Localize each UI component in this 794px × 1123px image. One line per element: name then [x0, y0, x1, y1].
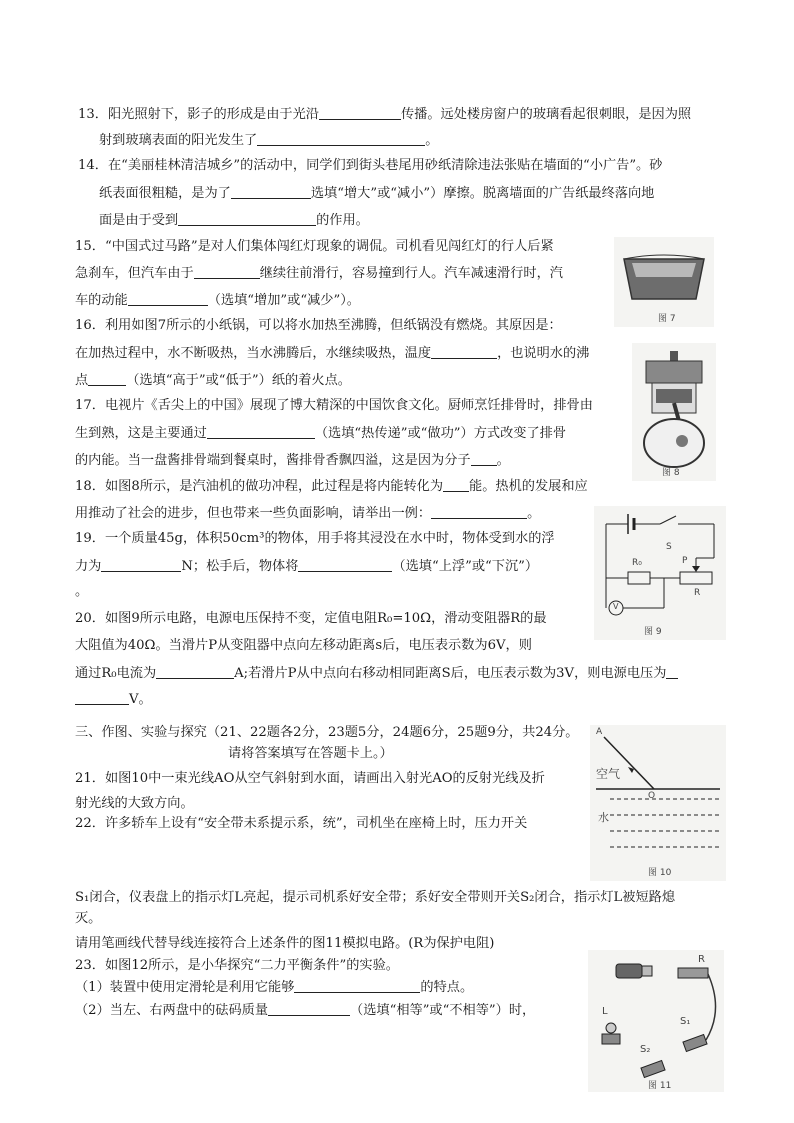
q20-text-e: V。	[129, 692, 152, 707]
q19-line1	[75, 530, 555, 548]
q17-text-a: 17．电视片《舌尖上的中国》展现了博大精深的中国饮食文化。厨师烹饪排骨时，排骨由	[75, 398, 593, 413]
q21-text-a: 21．如图10中一束光线AO从空气斜射到水面，请画出入射光AO的反射光线及折	[75, 771, 545, 786]
q15-line1	[75, 238, 554, 256]
q15-line3	[75, 291, 360, 310]
q14-blank-2	[178, 211, 316, 226]
q23-line1	[75, 957, 399, 975]
q17-blank-2	[471, 451, 497, 466]
q17-text-d: 的内能。当一盘酱排骨端到餐桌时，酱排骨香飘四溢，这是因为分子	[75, 453, 471, 468]
q14-text-b: 纸表面很粗糙，是为了	[99, 186, 231, 201]
q20-blank-1	[156, 664, 234, 679]
figure-9-label-p: P	[682, 556, 688, 566]
q15-text-d: 车的动能	[75, 293, 128, 308]
circuit-components-illustration	[588, 950, 724, 1092]
section3-title	[75, 724, 579, 742]
q18-text-a: 18．如图8所示，是汽油机的做功冲程，此过程是将内能转化为	[75, 479, 444, 494]
q22-text-a: 22．许多轿车上设有“安全带未系提示系，统”，司机坐在座椅上时，压力开关	[75, 816, 528, 831]
figure-10-caption: 图 10	[648, 868, 672, 878]
q15-blank-2	[128, 291, 208, 306]
figure-9-label-r: R	[694, 588, 701, 598]
q16-text-a: 16．利用如图7所示的小纸锅，可以将水加热至沸腾，但纸锅没有燃烧。其原因是：	[75, 318, 562, 333]
q14-blank-1	[231, 184, 311, 199]
q18-text-b: 能。热机的发展和应	[469, 479, 588, 494]
section3-note-text: 请将答案填写在答题卡上。）	[228, 746, 393, 761]
figure-7-caption: 图 7	[658, 314, 676, 324]
q17-blank-1	[207, 424, 315, 439]
q19-line3	[75, 583, 88, 601]
q19-blank-2	[298, 557, 392, 572]
q23-text-a: 23．如图12所示，是小华探究“二力平衡条件”的实验。	[75, 958, 399, 973]
q17-text-b: 生到熟，这是主要通过	[75, 426, 207, 441]
q19-blank-1	[101, 557, 181, 572]
q22-text-c: 灭。	[75, 911, 102, 926]
q22-text-d: 请用笔画线代替导线连接符合上述条件的图11模拟电路。(R为保护电阻)	[75, 936, 495, 951]
q19-text-d: （选填“上浮”或“下沉”）	[392, 559, 539, 574]
q18-text-c: 用推动了社会的进步，但也带来一些负面影响，请举出一例：	[75, 506, 432, 521]
q18-blank-1	[443, 477, 469, 492]
q21-line2	[75, 795, 194, 813]
figure-9-caption: 图 9	[644, 627, 662, 637]
q20-line1	[75, 610, 547, 628]
circuit-diagram	[594, 506, 726, 640]
q14-line2	[99, 184, 654, 203]
q20-line4	[75, 690, 152, 709]
q16-blank-2	[88, 371, 126, 386]
q13-text-c: 射到玻璃表面的阳光发生了	[99, 133, 258, 148]
q23-blank-2	[268, 1001, 350, 1016]
figure-11	[588, 950, 724, 1092]
q16-line1	[75, 317, 562, 335]
figure-10	[590, 725, 726, 881]
q18-text-d: 。	[527, 506, 541, 521]
q13-line1	[78, 105, 691, 124]
q23-text-c: 的特点。	[420, 980, 474, 995]
q23-line3	[75, 1001, 535, 1020]
gasoline-engine-illustration	[632, 343, 716, 481]
q14-text-d: 面是由于受到	[99, 213, 179, 228]
light-ray-diagram	[590, 725, 726, 881]
q13-text-d: 。	[425, 133, 439, 148]
figure-8	[632, 343, 716, 481]
q20-blank-3	[75, 690, 129, 705]
figure-11-label-s2: S₂	[640, 1044, 651, 1055]
q18-line1	[75, 477, 588, 496]
q14-text-a: 14．在“美丽桂林清洁城乡”的活动中，同学们到街头巷尾用砂纸清除违法张贴在墙面的“小广告”。砂	[78, 158, 663, 173]
q16-blank-1	[431, 344, 497, 359]
q23-blank-1	[294, 978, 420, 993]
q22-line2	[75, 889, 675, 907]
q17-line2	[75, 424, 566, 443]
section3-title-text: 三、作图、实验与探究（21、22题各2分，23题5分，24题6分，25题9分，共24分。	[75, 725, 579, 740]
q16-text-b: 在加热过程中，水不断吸热，当水沸腾后，水继续吸热，温度	[75, 346, 432, 361]
section3-note	[228, 745, 393, 763]
q19-text-a: 19．一个质量45g，体积50cm³的物体，用手将其浸没在水中时，物体受到水的浮	[75, 531, 555, 546]
q16-text-c: ，也说明水的沸	[497, 346, 590, 361]
q15-line2	[75, 264, 563, 283]
q20-blank-2	[666, 664, 678, 679]
q19-line2	[75, 557, 538, 576]
q21-text-b: 射光线的大致方向。	[75, 796, 194, 811]
q22-line1	[75, 815, 527, 833]
figure-11-caption: 图 11	[648, 1081, 672, 1091]
q17-text-c: （选填“热传递”或“做功”）方式改变了排骨	[314, 426, 567, 441]
q23-line2	[75, 978, 473, 997]
q20-text-a: 20．如图9所示电路，电源电压保持不变，定值电阻R₀=10Ω，滑动变阻器R的最	[75, 611, 547, 626]
q23-text-d: （2）当左、右两盘中的砝码质量	[75, 1003, 269, 1018]
q16-line2	[75, 344, 589, 363]
figure-10-label-air: 空气	[596, 767, 621, 781]
figure-9-label-r0: R₀	[632, 558, 642, 568]
figure-10-label-water: 水	[598, 811, 609, 824]
q20-text-d: A;若滑片P从中点向右移动相同距离S后，电压表示数为3V，则电源电压为	[234, 666, 667, 681]
q14-line1	[78, 157, 662, 175]
q17-line3	[75, 451, 510, 470]
q15-text-b: 急刹车，但汽车由于	[75, 266, 194, 281]
q23-text-e: （选填“相等”或“不相等”）时，	[350, 1003, 536, 1018]
q13-text-a: 13．阳光照射下，影子的形成是由于光沿	[78, 107, 319, 122]
q19-text-e: 。	[75, 584, 89, 599]
q19-text-b: 力为	[75, 559, 102, 574]
figure-11-label-l: L	[602, 1006, 608, 1017]
q20-text-b: 大阻值为40Ω。当滑片P从变阻器中点向左移动距离s后，电压表示数为6V，则	[75, 638, 532, 653]
q16-text-d: 点	[75, 373, 89, 388]
q20-text-c: 通过R₀电流为	[75, 666, 157, 681]
q21-line1	[75, 770, 545, 788]
q17-text-e: 。	[496, 453, 510, 468]
q13-line2	[99, 131, 438, 150]
q15-text-a: 15．“中国式过马路”是对人们集体闯红灯现象的调侃。司机看见闯红灯的行人后紧	[75, 239, 554, 254]
q20-line2	[75, 637, 532, 655]
q18-line2	[75, 504, 540, 523]
q18-blank-2	[431, 504, 527, 519]
q15-blank-1	[194, 264, 260, 279]
q22-line3	[75, 910, 101, 928]
q16-line3	[75, 371, 351, 390]
q13-text-b: 传播。远处楼房窗户的玻璃看起很刺眼，是因为照	[400, 107, 692, 122]
figure-9-label-v: V	[613, 602, 619, 611]
figure-10-label-a: A	[596, 727, 603, 737]
figure-9	[594, 506, 726, 640]
q14-text-c: 选填“增大”或“减小”）摩擦。脱离墙面的广告纸最终落向地	[310, 186, 655, 201]
q22-line4	[75, 935, 494, 953]
q13-blank-1	[319, 105, 401, 120]
q22-text-b: S₁闭合，仪表盘上的指示灯L亮起，提示司机系好安全带；系好安全带则开关S₂闭合，指示灯L被短路熄	[75, 890, 676, 905]
q13-blank-2	[257, 131, 425, 146]
q23-text-b: （1）装置中使用定滑轮是利用它能够	[75, 980, 295, 995]
q14-line3	[99, 211, 369, 230]
figure-10-label-o: O	[648, 791, 656, 801]
q14-text-e: 的作用。	[316, 213, 369, 228]
q15-text-e: （选填“增加”或“减少”）。	[207, 293, 360, 308]
figure-9-label-s: S	[666, 542, 672, 552]
q15-text-c: 继续往前滑行，容易撞到行人。汽车减速滑行时，汽	[259, 266, 563, 281]
q17-line1	[75, 397, 593, 415]
q16-text-e: （选填“高于”或“低于”）纸的着火点。	[126, 373, 351, 388]
q19-text-c: N；松手后，物体将	[181, 559, 299, 574]
figure-11-label-r: R	[698, 954, 705, 965]
figure-8-caption: 图 8	[662, 468, 680, 478]
figure-7	[614, 237, 714, 327]
q20-line3	[75, 664, 678, 683]
figure-11-label-s1: S₁	[680, 1016, 691, 1027]
